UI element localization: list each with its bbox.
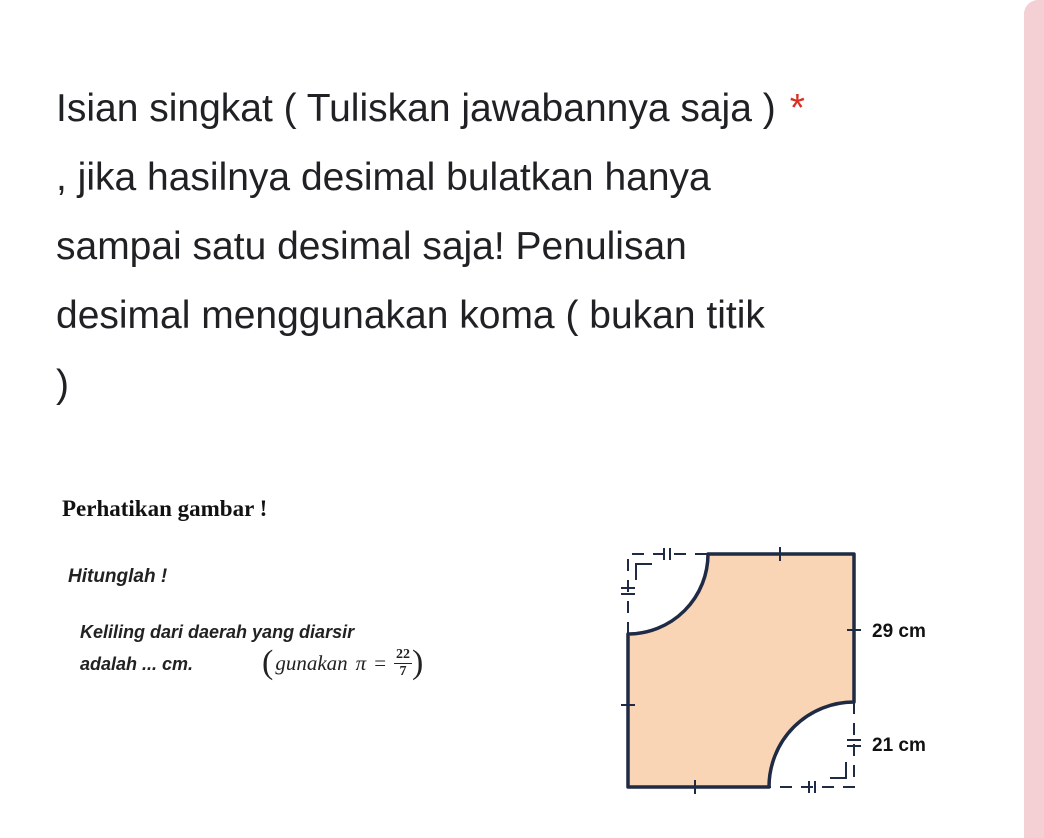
pi-symbol: π: [355, 650, 367, 675]
question-title-line-4: desimal menggunakan koma ( bukan titik: [56, 294, 765, 337]
question-title-line-3: sampai satu desimal saja! Penulisan: [56, 225, 687, 268]
shaded-region: [628, 554, 854, 787]
question-title-line-1: Isian singkat ( Tuliskan jawabannya saja ) *: [56, 87, 805, 130]
scroll-rail: [1024, 0, 1044, 838]
pi-note: [262, 646, 423, 680]
dimension-21-cm: 21 cm: [872, 735, 926, 756]
pi-equals: =: [374, 650, 387, 675]
keliling-text: Keliling dari daerah yang diarsir: [80, 622, 355, 642]
pi-denominator: 7: [399, 663, 407, 679]
hitunglah-text: Hitunglah !: [68, 566, 168, 587]
shaded-shape-diagram: [600, 540, 1000, 800]
question-image: [0, 480, 1024, 838]
pi-fraction: [394, 647, 412, 680]
corner-marker-bottom-right: [830, 762, 846, 778]
dimension-29-cm: 29 cm: [872, 621, 926, 642]
tick-marks-top: [664, 548, 670, 560]
pi-word: gunakan: [275, 650, 348, 675]
adalah-text: adalah ... cm.: [80, 654, 194, 674]
tick-marks-right: [847, 740, 861, 746]
question-title-line-5: ): [56, 363, 69, 406]
pi-close-paren: ): [412, 644, 424, 681]
pi-open-paren: (: [262, 644, 274, 681]
corner-marker-top-left: [636, 564, 652, 580]
pi-numerator: 22: [396, 646, 411, 662]
perhatikan-heading: Perhatikan gambar !: [62, 496, 268, 521]
question-title-line-2: , jika hasilnya desimal bulatkan hanya: [56, 156, 711, 199]
required-asterisk: *: [789, 87, 805, 130]
question-title: [56, 74, 976, 419]
